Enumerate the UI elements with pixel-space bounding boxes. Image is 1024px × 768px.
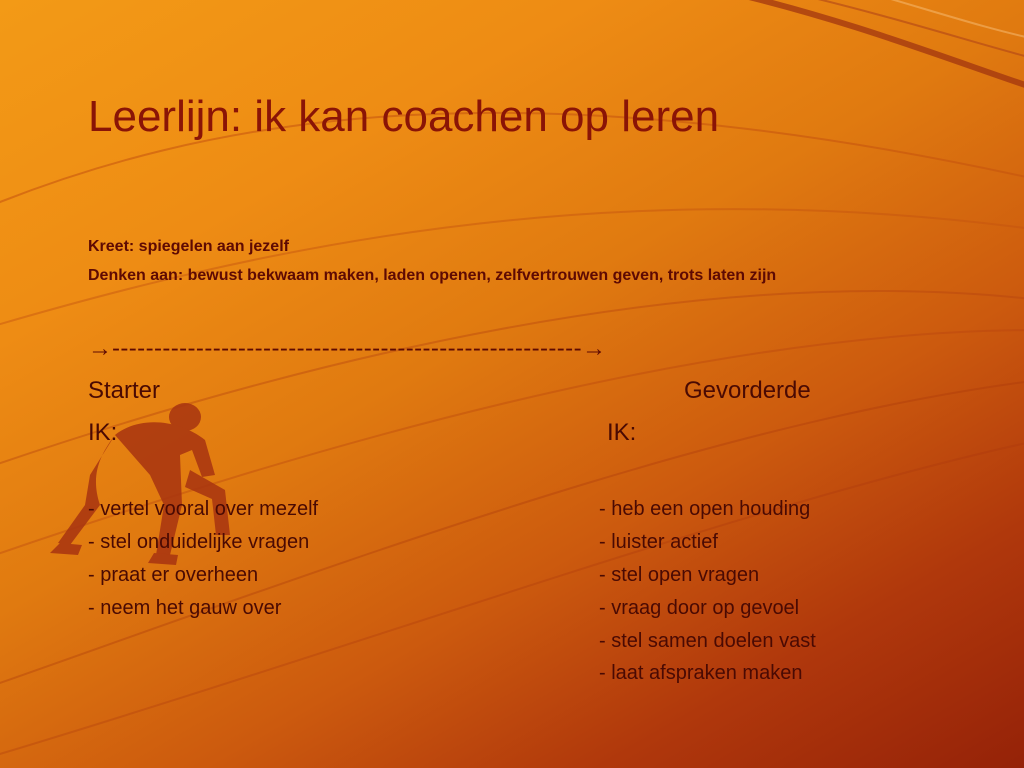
gevorderde-item: - luister actief xyxy=(599,531,718,553)
ik-label-right: IK: xyxy=(607,419,637,446)
level-starter: Starter xyxy=(88,377,161,404)
gevorderde-item: - stel samen doelen vast xyxy=(599,630,816,652)
dashes: -------------------------------------------------------- xyxy=(112,335,582,362)
starter-item: - stel onduidelijke vragen xyxy=(88,531,310,553)
gevorderde-item: - heb een open houding xyxy=(599,498,811,520)
denken-aan-line: Denken aan: bewust bekwaam maken, laden openen, zelfvertrouwen geven, trots laten zijn xyxy=(88,267,777,284)
starter-item: - praat er overheen xyxy=(88,564,259,586)
starter-item: - neem het gauw over xyxy=(88,597,282,619)
arrow-right-icon: → xyxy=(88,335,112,362)
gevorderde-item: - laat afspraken maken xyxy=(599,662,803,684)
gevorderde-item: - stel open vragen xyxy=(599,564,760,586)
arrow-right-icon: → xyxy=(581,335,606,362)
kreet-line: Kreet: spiegelen aan jezelf xyxy=(88,238,289,255)
gevorderde-item: - vraag door op gevoel xyxy=(599,597,800,619)
ik-label-left: IK: xyxy=(88,419,118,446)
starter-item: - vertel vooral over mezelf xyxy=(88,498,319,520)
slide-title: Leerlijn: ik kan coachen op leren xyxy=(88,92,720,141)
continuum-line xyxy=(88,335,606,363)
level-gevorderde: Gevorderde xyxy=(684,377,811,404)
